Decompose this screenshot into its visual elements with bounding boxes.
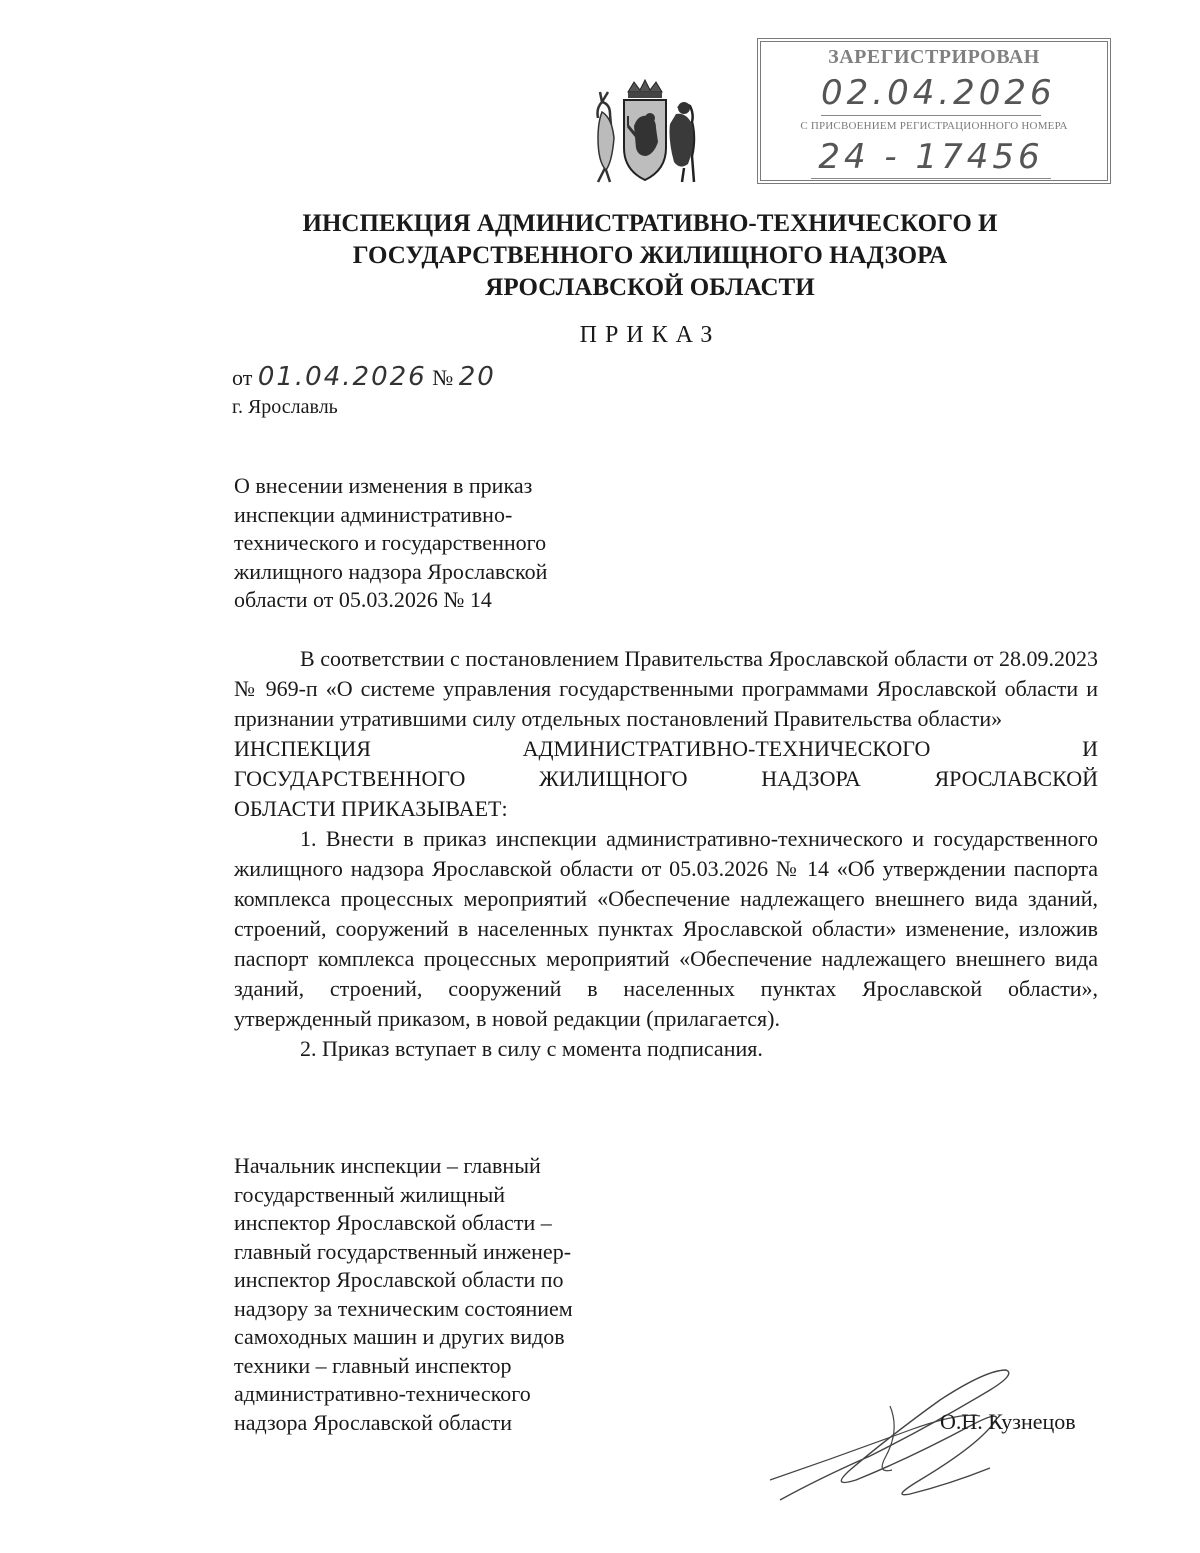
stamp-number-underline [811, 178, 1051, 179]
stamp-caption: С ПРИСВОЕНИЕМ РЕГИСТРАЦИОННОГО НОМЕРА [800, 120, 1068, 132]
signer-name: О.Н. Кузнецов [940, 1409, 1076, 1434]
orders-line: ГОСУДАРСТВЕННОГО ЖИЛИЩНОГО НАДЗОРА ЯРОСЛАВСКОЙ [234, 766, 1098, 791]
preamble-paragraph: В соответствии с постановлением Правительства Ярославской области от 28.09.2023 № 969-п «О системе управления государственными программами Ярославской области и признании утратившими силу отдельных постановлений Правительства области» [234, 646, 1098, 731]
signer-position-line: Начальник инспекции – главный [234, 1153, 541, 1178]
signer-position [234, 1152, 654, 1437]
signer-position-line: надзора Ярославской области [234, 1409, 512, 1435]
yaroslavl-coat-of-arms-icon [588, 78, 702, 188]
order-item-2: 2. Приказ вступает в силу с момента подписания. [300, 1036, 763, 1061]
signer-position-line: техники – главный инспектор [234, 1352, 512, 1378]
stamp-registration-number: 24 - 17456 [818, 137, 1044, 177]
order-body [234, 644, 1098, 1064]
order-subject [234, 472, 614, 615]
organization-title-line: ЯРОСЛАВСКОЙ ОБЛАСТИ [485, 274, 815, 301]
signer-position-line: инспектор Ярославской области по [234, 1267, 564, 1292]
order-date-line [232, 362, 496, 396]
number-prefix: № [432, 365, 454, 390]
subject-line: области от 05.03.2026 № 14 [234, 587, 492, 612]
registration-stamp [757, 38, 1111, 184]
document-type: ПРИКАЗ [579, 322, 721, 348]
stamp-date: 02.04.2026 [821, 73, 1056, 113]
signer-position-line: самоходных машин и других видов [234, 1324, 565, 1349]
order-number: 20 [458, 362, 496, 392]
handwritten-signature-icon [760, 1360, 1030, 1510]
organization-title-line: ИНСПЕКЦИЯ АДМИНИСТРАТИВНО-ТЕХНИЧЕСКОГО И [302, 210, 998, 237]
order-date: 01.04.2026 [257, 362, 427, 392]
signer-position-line: инспектор Ярославской области – [234, 1210, 552, 1235]
signer-position-line: административно-технического [234, 1381, 531, 1406]
orders-line: ИНСПЕКЦИЯ АДМИНИСТРАТИВНО-ТЕХНИЧЕСКОГО И [234, 736, 1098, 761]
city: г. Ярославль [232, 396, 338, 418]
date-prefix: от [232, 365, 253, 390]
subject-line: инспекции административно- [234, 501, 513, 527]
order-item-1: 1. Внести в приказ инспекции административно-технического и государственного жилищного надзора Ярославской области от 05.03.2026 № 14 «Об утверждении паспорта комплекса процессных мероприятий «Обеспечение надлежащего внешнего вида зданий, строений, сооружений в населенных пунктах Ярославской области» изменение, изложив паспорт комплекса процессных мероприятий «Обеспечение надлежащего внешнего вида зданий, строений, сооружений в населенных пунктах Ярославской области», утвержденный приказом, в новой редакции (прилагается). [234, 826, 1098, 1031]
organization-title-line: ГОСУДАРСТВЕННОГО ЖИЛИЩНОГО НАДЗОРА [352, 242, 948, 269]
subject-line: технического и государственного [234, 530, 547, 555]
orders-line: ОБЛАСТИ ПРИКАЗЫВАЕТ: [234, 796, 508, 821]
stamp-title: ЗАРЕГИСТРИРОВАН [828, 46, 1040, 68]
subject-line: О внесении изменения в приказ [234, 473, 533, 498]
stamp-date-underline [821, 115, 1041, 116]
organization-title [200, 208, 1100, 304]
signer-position-line: надзору за техническим состоянием [234, 1295, 573, 1321]
subject-line: жилищного надзора Ярославской [234, 558, 548, 584]
signer-position-line: главный государственный инженер- [234, 1238, 572, 1264]
signer-position-line: государственный жилищный [234, 1181, 506, 1207]
